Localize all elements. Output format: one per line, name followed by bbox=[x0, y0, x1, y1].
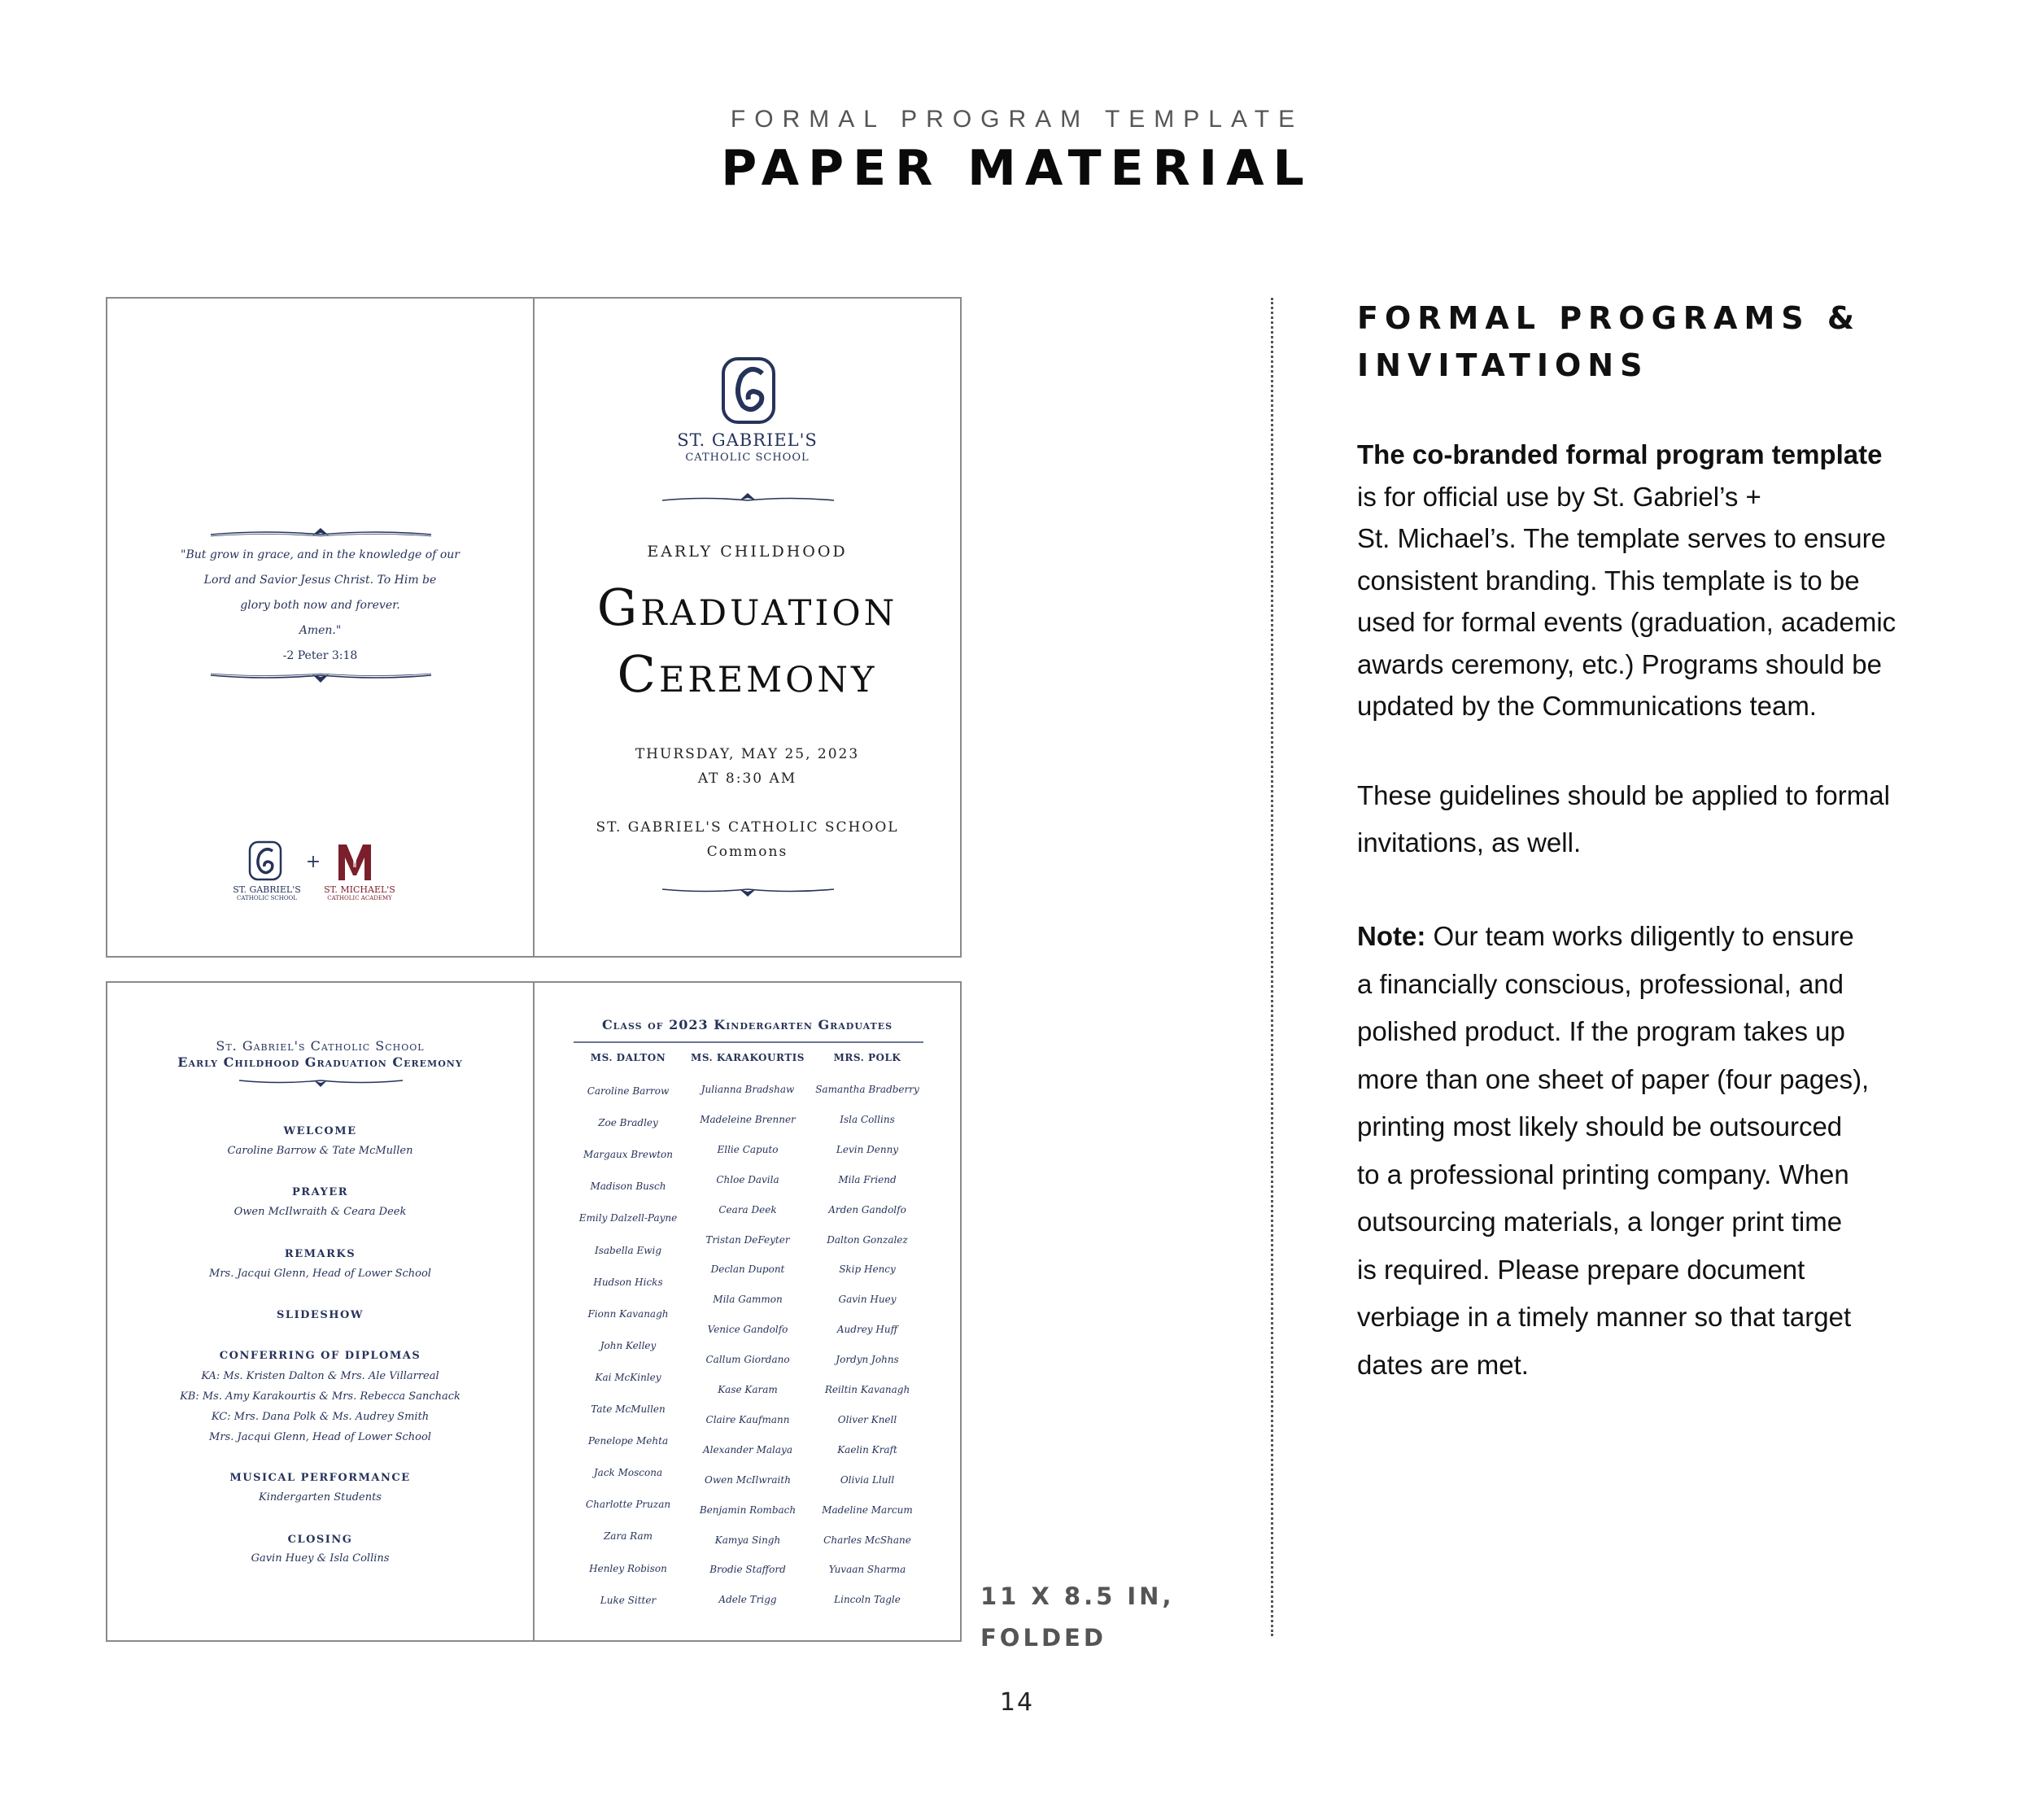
gabriel-logo-line1: ST. GABRIEL'S bbox=[233, 884, 301, 895]
graduate-name: Emily Dalzell-Payne bbox=[578, 1212, 678, 1224]
ornament-divider bbox=[238, 1076, 404, 1089]
graduate-name: Penelope Mehta bbox=[587, 1435, 669, 1447]
graduate-name: Lincoln Tagle bbox=[834, 1594, 901, 1606]
verse-line: Lord and Savior Jesus Christ. To Him be bbox=[203, 574, 437, 587]
note-first-line bbox=[1357, 913, 1927, 961]
graduate-name: Venice Gandolfo bbox=[707, 1324, 788, 1336]
st-gabriel-monogram-icon bbox=[720, 356, 777, 426]
column-header-karakourtis: MS. KARAKOURTIS bbox=[691, 1052, 805, 1063]
event-date bbox=[535, 742, 960, 791]
section-title-musical: MUSICAL PERFORMANCE bbox=[229, 1472, 411, 1484]
description-line: updated by the Communications team. bbox=[1357, 691, 1817, 721]
graduate-name: Zoe Bradley bbox=[598, 1117, 658, 1129]
description-line: St. Michael’s. The template serves to ensure bbox=[1357, 523, 1886, 553]
description-line: consistent branding. This template is to be bbox=[1357, 565, 1860, 596]
graduate-name: Oliver Knell bbox=[837, 1413, 897, 1425]
description-line: is for official use by St. Gabriel’s + bbox=[1357, 481, 1761, 512]
co-brand-logos bbox=[229, 840, 417, 921]
section-heading-line1: FORMAL PROGRAMS & bbox=[1357, 300, 1862, 336]
event-date-line1: THURSDAY, MAY 25, 2023 bbox=[635, 746, 860, 762]
program-class-list bbox=[533, 981, 962, 1642]
section-line: Mrs. Jacqui Glenn, Head of Lower School bbox=[209, 1268, 431, 1280]
graduate-name: Charles McShane bbox=[823, 1534, 911, 1546]
program-front-cover bbox=[533, 297, 962, 958]
size-label-line2: FOLDED bbox=[980, 1624, 1106, 1652]
section-line: Gavin Huey & Isla Collins bbox=[251, 1552, 390, 1565]
graduate-name: Henley Robison bbox=[589, 1562, 667, 1574]
graduate-name: Isabella Ewig bbox=[594, 1244, 662, 1256]
dotted-divider bbox=[1271, 298, 1273, 1636]
ornament-divider-bottom bbox=[661, 884, 836, 899]
order-heading-line2: Early Childhood Graduation Ceremony bbox=[177, 1054, 463, 1070]
graduate-name: Benjamin Rombach bbox=[699, 1504, 797, 1516]
gabriel-logo-line2: CATHOLIC SCHOOL bbox=[237, 895, 297, 901]
section-line: Caroline Barrow & Tate McMullen bbox=[227, 1145, 413, 1157]
size-label bbox=[980, 1576, 1176, 1659]
eyebrow-label: FORMAL PROGRAM TEMPLATE bbox=[730, 106, 1304, 133]
program-order-of-ceremony bbox=[106, 981, 535, 1642]
ornament-divider-top bbox=[209, 526, 433, 543]
graduate-name: Audrey Huff bbox=[836, 1324, 898, 1336]
section-line: KA: Ms. Kristen Dalton & Mrs. Ale Villarreal bbox=[201, 1370, 439, 1382]
class-list-rule bbox=[574, 1041, 923, 1043]
note-first-text: Our team works diligently to ensure bbox=[1425, 921, 1854, 951]
graduate-name: Olivia Llull bbox=[840, 1473, 895, 1486]
description-lead: The co-branded formal program template bbox=[1357, 439, 1883, 469]
verse-line: "But grow in grace, and in the knowledge of our bbox=[181, 548, 460, 561]
note-line: to a professional printing company. When bbox=[1357, 1159, 1849, 1189]
graduate-name: Gavin Huey bbox=[838, 1294, 897, 1306]
section-title-closing: CLOSING bbox=[287, 1534, 353, 1546]
graduate-name: Claire Kaufmann bbox=[705, 1413, 790, 1425]
graduate-name: Kamya Singh bbox=[714, 1534, 781, 1546]
graduate-name: Adele Trigg bbox=[718, 1594, 777, 1606]
note-line: dates are met. bbox=[1357, 1349, 1529, 1380]
graduate-name: Levin Denny bbox=[836, 1143, 899, 1155]
graduate-name: Mila Friend bbox=[838, 1173, 897, 1185]
graduate-name: Brodie Stafford bbox=[709, 1564, 786, 1576]
graduate-name: Fionn Kavanagh bbox=[587, 1307, 669, 1320]
graduate-name: Madison Busch bbox=[590, 1181, 666, 1193]
section-title-remarks: REMARKS bbox=[284, 1248, 356, 1260]
graduate-name: Reiltin Kavanagh bbox=[824, 1384, 910, 1395]
graduate-name: Kai McKinley bbox=[595, 1371, 661, 1383]
verse-line: glory both now and forever. bbox=[240, 599, 400, 612]
size-label-line1: 11 X 8.5 IN, bbox=[980, 1582, 1175, 1610]
description-paragraph bbox=[1357, 434, 2016, 727]
page-title: PAPER MATERIAL bbox=[721, 140, 1313, 197]
graduate-name: Yuvaan Sharma bbox=[828, 1564, 906, 1576]
event-date-line2: AT 8:30 AM bbox=[697, 770, 797, 787]
section-line: KB: Ms. Amy Karakourtis & Mrs. Rebecca Sanchack bbox=[180, 1390, 460, 1403]
event-venue-line2: Commons bbox=[706, 844, 788, 860]
verse-citation: -2 Peter 3:18 bbox=[282, 649, 358, 662]
graduate-name: Madeline Marcum bbox=[822, 1504, 913, 1516]
class-list-title: Class of 2023 Kindergarten Graduates bbox=[601, 1017, 893, 1032]
section-title-slideshow: SLIDESHOW bbox=[277, 1309, 364, 1321]
guidelines-paragraph bbox=[1357, 772, 2016, 866]
st-gabriel-monogram-icon bbox=[247, 840, 283, 882]
graduate-name: Madeleine Brenner bbox=[700, 1113, 796, 1125]
graduate-name: Zara Ram bbox=[603, 1530, 653, 1543]
note-paragraph bbox=[1357, 913, 1927, 1389]
graduate-name: Arden Gandolfo bbox=[828, 1203, 906, 1216]
ornament-divider-top bbox=[661, 491, 836, 505]
graduate-name: Caroline Barrow bbox=[587, 1085, 670, 1097]
graduate-name: Margaux Brewton bbox=[583, 1149, 674, 1161]
description-line: used for formal events (graduation, academic bbox=[1357, 607, 1897, 637]
note-line: verbiage in a timely manner so that target bbox=[1357, 1302, 1852, 1332]
section-line: Owen McIlwraith & Ceara Deek bbox=[234, 1206, 407, 1218]
verse-line: Amen." bbox=[299, 624, 342, 637]
note-line: printing most likely should be outsourced bbox=[1357, 1111, 1843, 1141]
graduate-name: Owen McIlwraith bbox=[705, 1473, 791, 1486]
section-title-conferring: CONFERRING OF DIPLOMAS bbox=[219, 1350, 421, 1362]
section-heading-line2: INVITATIONS bbox=[1357, 347, 1649, 383]
note-line: is required. Please prepare document bbox=[1357, 1254, 1805, 1285]
guidelines-line: These guidelines should be applied to formal bbox=[1357, 780, 1890, 810]
graduate-name: Julianna Bradshaw bbox=[701, 1084, 795, 1095]
event-title-line1: Graduation bbox=[596, 578, 898, 637]
graduate-name: Declan Dupont bbox=[710, 1264, 785, 1276]
column-header-polk: MRS. POLK bbox=[833, 1052, 901, 1063]
note-label: Note: bbox=[1357, 921, 1426, 951]
note-line: polished product. If the program takes up bbox=[1357, 1016, 1845, 1046]
graduate-name: Hudson Hicks bbox=[593, 1276, 663, 1288]
graduate-name: Skip Hency bbox=[839, 1264, 896, 1276]
description-line: awards ceremony, etc.) Programs should be bbox=[1357, 648, 1882, 679]
graduate-name: Samantha Bradberry bbox=[815, 1084, 919, 1095]
section-title-welcome: WELCOME bbox=[283, 1125, 357, 1137]
graduate-name: Isla Collins bbox=[840, 1113, 895, 1125]
graduate-name: Callum Giordano bbox=[705, 1354, 790, 1366]
section-line: Kindergarten Students bbox=[259, 1491, 382, 1504]
bible-verse bbox=[107, 543, 533, 669]
event-kicker: EARLY CHILDHOOD bbox=[647, 543, 848, 561]
graduate-name: Kase Karam bbox=[718, 1384, 778, 1395]
event-title-line2: Ceremony bbox=[617, 644, 878, 704]
note-line: a financially conscious, professional, and bbox=[1357, 968, 1844, 999]
section-line: Mrs. Jacqui Glenn, Head of Lower School bbox=[209, 1431, 431, 1443]
michael-logo-line2: CATHOLIC ACADEMY bbox=[327, 895, 392, 901]
school-name: ST. GABRIEL'S bbox=[677, 430, 818, 450]
graduate-name: Charlotte Pruzan bbox=[585, 1499, 671, 1511]
guidelines-line: invitations, as well. bbox=[1357, 827, 1582, 858]
note-line: outsourcing materials, a longer print time bbox=[1357, 1207, 1843, 1237]
ornament-divider-bottom bbox=[209, 669, 433, 685]
order-heading-line1: St. Gabriel's Catholic School bbox=[216, 1038, 425, 1054]
graduate-name: Jack Moscona bbox=[593, 1467, 663, 1479]
graduate-name: Mila Gammon bbox=[713, 1294, 783, 1306]
graduate-name: Dalton Gonzalez bbox=[827, 1233, 908, 1246]
section-heading bbox=[1357, 295, 1992, 389]
graduate-name: Luke Sitter bbox=[600, 1594, 657, 1606]
program-back-cover bbox=[106, 297, 535, 958]
note-line: more than one sheet of paper (four pages), bbox=[1357, 1063, 1870, 1094]
logo-plus: + bbox=[305, 852, 321, 872]
graduate-name: Jordyn Johns bbox=[836, 1354, 899, 1366]
graduate-name: John Kelley bbox=[600, 1339, 657, 1351]
graduate-name: Kaelin Kraft bbox=[837, 1443, 897, 1456]
graduate-name: Tristan DeFeyter bbox=[705, 1233, 790, 1246]
michael-logo-line1: ST. MICHAEL'S bbox=[324, 884, 395, 895]
graduate-name: Ellie Caputo bbox=[717, 1143, 779, 1155]
graduate-name: Ceara Deek bbox=[718, 1203, 777, 1216]
section-line: KC: Mrs. Dana Polk & Ms. Audrey Smith bbox=[211, 1411, 430, 1423]
event-venue-line1: ST. GABRIEL'S CATHOLIC SCHOOL bbox=[596, 819, 899, 836]
event-venue bbox=[535, 815, 960, 864]
graduate-name: Alexander Malaya bbox=[703, 1443, 792, 1456]
graduate-name: Chloe Davila bbox=[716, 1173, 779, 1185]
graduate-name: Tate McMullen bbox=[591, 1403, 666, 1415]
column-header-dalton: MS. DALTON bbox=[590, 1052, 666, 1063]
school-subtitle: CATHOLIC SCHOOL bbox=[685, 452, 810, 464]
page-number: 14 bbox=[999, 1688, 1035, 1717]
section-title-prayer: PRAYER bbox=[291, 1186, 348, 1198]
st-michael-m-icon bbox=[335, 840, 374, 884]
